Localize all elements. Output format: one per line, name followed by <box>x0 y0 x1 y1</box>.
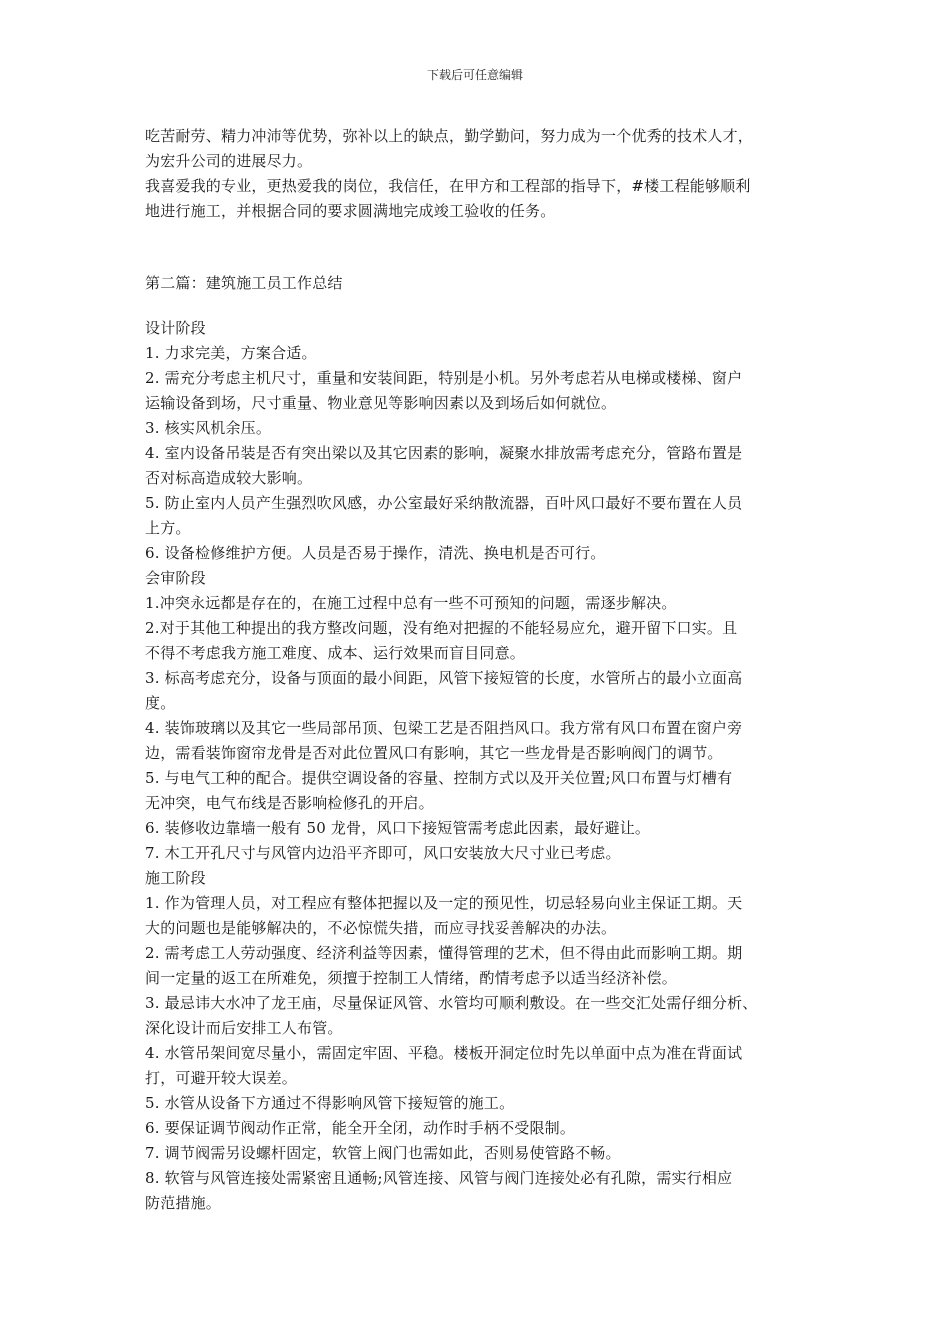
text-line: 防范措施。 <box>145 1194 222 1212</box>
text-line: 无冲突，电气布线是否影响检修孔的开启。 <box>145 794 434 812</box>
text-line: 2. 需考虑工人劳动强度、经济利益等因素，懂得管理的艺术，但不得由此而影响工期。期 <box>145 944 743 962</box>
section-title: 第二篇：建筑施工员工作总结 <box>145 274 343 292</box>
text-line: 4. 装饰玻璃以及其它一些局部吊顶、包梁工艺是否阻挡风口。我方常有风口布置在窗户旁 <box>145 719 743 737</box>
intro-section <box>145 124 825 224</box>
text-line: 上方。 <box>145 519 191 537</box>
text-line: 8. 软管与风管连接处需紧密且通畅;风管连接、风管与阀门连接处必有孔隙，需实行相应 <box>145 1169 733 1187</box>
text-line: 4. 水管吊架间宽尽量小，需固定牢固、平稳。楼板开洞定位时先以单面中点为准在背面试 <box>145 1044 743 1062</box>
text-line: 为宏升公司的进展尽力。 <box>145 152 313 170</box>
text-line: 3. 核实风机余压。 <box>145 419 272 437</box>
summary-body <box>145 316 825 1216</box>
section-spacer <box>145 224 825 271</box>
text-line: 打，可避开较大误差。 <box>145 1069 298 1087</box>
page-header: 下载后可任意编辑 <box>426 68 523 82</box>
text-line: 深化设计而后安排工人布管。 <box>145 1019 343 1037</box>
text-line: 1. 力求完美，方案合适。 <box>145 344 317 362</box>
text-line: 6. 装修收边靠墙一般有 50 龙骨，风口下接短管需考虑此因素，最好避让。 <box>145 819 651 837</box>
text-line: 7. 调节阀需另设螺杆固定，软管上阀门也需如此，否则易使管路不畅。 <box>145 1144 621 1162</box>
text-line: 间一定量的返工在所难免，须擅于控制工人情绪，酌情考虑予以适当经济补偿。 <box>145 969 678 987</box>
text-line: 4. 室内设备吊装是否有突出梁以及其它因素的影响，凝聚水排放需考虑充分，管路布置是 <box>145 444 743 462</box>
text-line: 我喜爱我的专业，更热爱我的岗位，我信任，在甲方和工程部的指导下，#楼工程能够顺利 <box>145 177 751 195</box>
text-line: 度。 <box>145 694 176 712</box>
text-line: 边，需看装饰窗帘龙骨是否对此位置风口有影响，其它一些龙骨是否影响阀门的调节。 <box>145 744 723 762</box>
text-line: 1. 作为管理人员，对工程应有整体把握以及一定的预见性，切忌轻易向业主保证工期。天 <box>145 894 743 912</box>
text-line: 2.对于其他工种提出的我方整改问题，没有绝对把握的不能轻易应允，避开留下口实。且 <box>145 619 738 637</box>
text-line: 3. 最忌讳大水冲了龙王庙，尽量保证风管、水管均可顺利敷设。在一些交汇处需仔细分析、 <box>145 994 758 1012</box>
text-line: 不得不考虑我方施工难度、成本、运行效果而盲目同意。 <box>145 644 526 662</box>
text-line: 3. 标高考虑充分，设备与顶面的最小间距，风管下接短管的长度，水管所占的最小立面高 <box>145 669 743 687</box>
text-line: 施工阶段 <box>145 869 206 887</box>
text-line: 大的问题也是能够解决的，不必惊慌失措，而应寻找妥善解决的办法。 <box>145 919 617 937</box>
text-line: 5. 水管从设备下方通过不得影响风管下接短管的施工。 <box>145 1094 515 1112</box>
document-body <box>145 124 825 1216</box>
text-line: 设计阶段 <box>145 319 206 337</box>
text-line: 6. 设备检修维护方便。人员是否易于操作，清洗、换电机是否可行。 <box>145 544 606 562</box>
text-line: 运输设备到场，尺寸重量、物业意见等影响因素以及到场后如何就位。 <box>145 394 617 412</box>
title-spacer <box>145 296 825 316</box>
text-line: 吃苦耐劳、精力冲沛等优势，弥补以上的缺点，勤学勤问，努力成为一个优秀的技术人才， <box>145 127 754 145</box>
text-line: 会审阶段 <box>145 569 206 587</box>
text-line: 否对标高造成较大影响。 <box>145 469 313 487</box>
text-line: 5. 防止室内人员产生强烈吹风感，办公室最好采纳散流器，百叶风口最好不要布置在人员 <box>145 494 743 512</box>
text-line: 7. 木工开孔尺寸与风管内边沿平齐即可，风口安装放大尺寸业已考虑。 <box>145 844 621 862</box>
text-line: 1.冲突永远都是存在的，在施工过程中总有一些不可预知的问题，需逐步解决。 <box>145 594 677 612</box>
text-line: 6. 要保证调节阀动作正常，能全开全闭，动作时手柄不受限制。 <box>145 1119 576 1137</box>
text-line: 2. 需充分考虑主机尺寸，重量和安装间距，特别是小机。另外考虑若从电梯或楼梯、窗户 <box>145 369 743 387</box>
text-line: 地进行施工，并根据合同的要求圆满地完成竣工验收的任务。 <box>145 202 556 220</box>
text-line: 5. 与电气工种的配合。提供空调设备的容量、控制方式以及开关位置;风口布置与灯槽有 <box>145 769 733 787</box>
